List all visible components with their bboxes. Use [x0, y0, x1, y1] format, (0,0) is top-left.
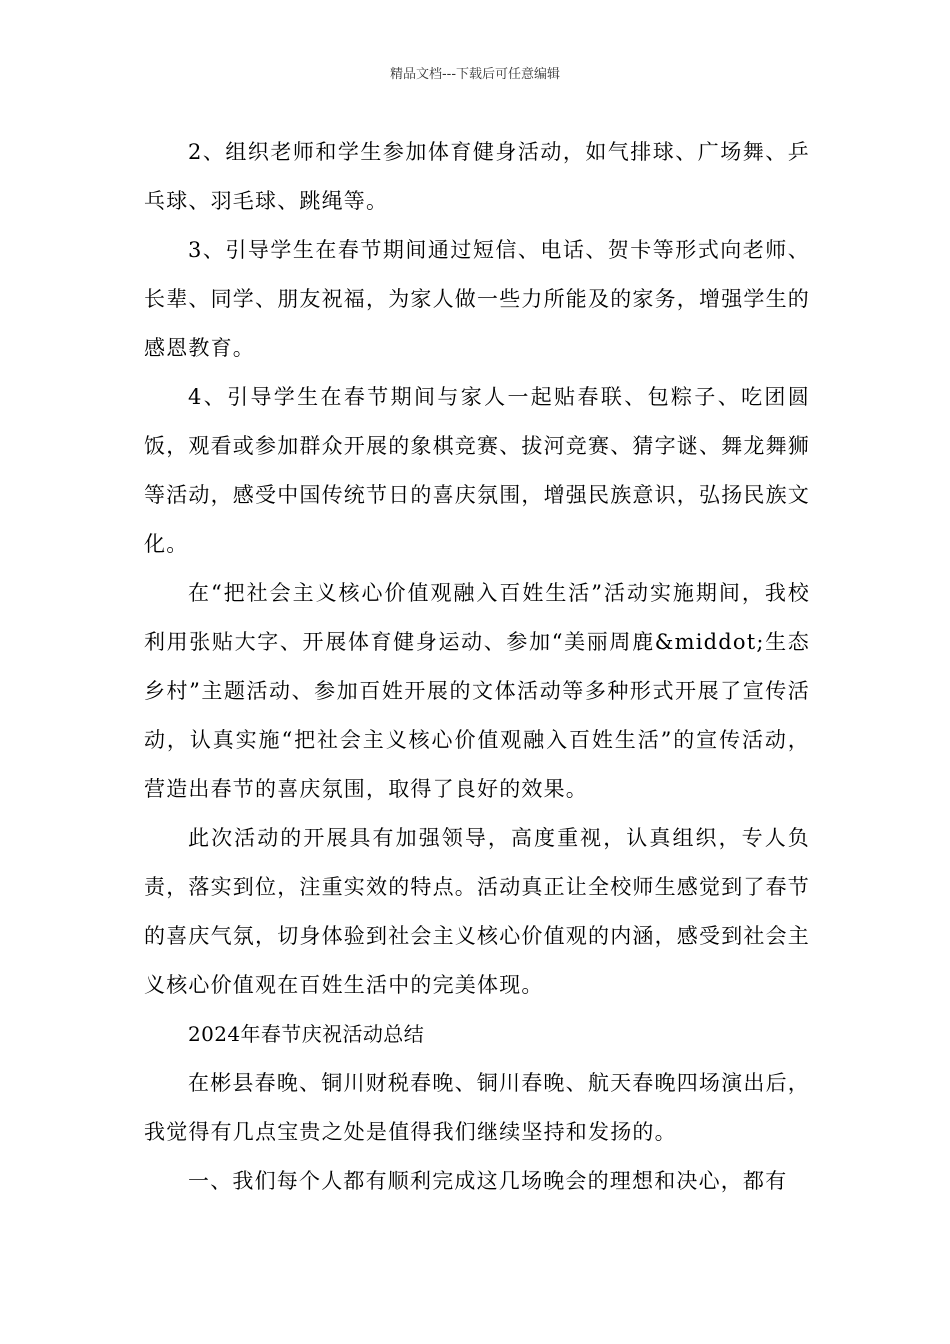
paragraph-activity-features: 此次活动的开展具有加强领导，高度重视，认真组织，专人负责，落实到位，注重实效的特点。活动真正让全校师生感觉到了春节的喜庆气氛，切身体验到社会主义核心价值观的内涵，感受到社会主义核心价值观在百姓生活中的完美体现。: [144, 826, 810, 997]
paragraph-item-4: 4、引导学生在春节期间与家人一起贴春联、包粽子、吃团圆饭，观看或参加群众开展的象棋竞赛、拔河竞赛、猜字谜、舞龙舞狮等活动，感受中国传统节日的喜庆氛围，增强民族意识，弘扬民族文化。: [144, 385, 810, 556]
paragraph-activity-summary: 在“把社会主义核心价值观融入百姓生活”活动实施期间，我校利用张贴大字、开展体育健身运动、参加“美丽周鹿&middot;生态乡村”主题活动、参加百姓开展的文体活动等多种形式开展了宣传活动，认真实施“把社会主义核心价值观融入百姓生活”的宣传活动，营造出春节的喜庆氛围，取得了良好的效果。: [144, 581, 810, 801]
document-body: [144, 128, 810, 1206]
paragraph-point-one: 一、我们每个人都有顺利完成这几场晚会的理想和决心，都有: [188, 1169, 788, 1193]
section-heading: 2024年春节庆祝活动总结: [188, 1022, 425, 1046]
page-header: 精品文档---下载后可任意编辑: [389, 67, 561, 82]
paragraph-item-2: 2、组织老师和学生参加体育健身活动，如气排球、广场舞、乒乓球、羽毛球、跳绳等。: [144, 140, 810, 213]
paragraph-performance-intro: 在彬县春晚、铜川财税春晚、铜川春晚、航天春晚四场演出后，我觉得有几点宝贵之处是值得我们继续坚持和发扬的。: [144, 1071, 810, 1144]
paragraph-item-3: 3、引导学生在春节期间通过短信、电话、贺卡等形式向老师、长辈、同学、朋友祝福，为家人做一些力所能及的家务，增强学生的感恩教育。: [144, 238, 810, 360]
